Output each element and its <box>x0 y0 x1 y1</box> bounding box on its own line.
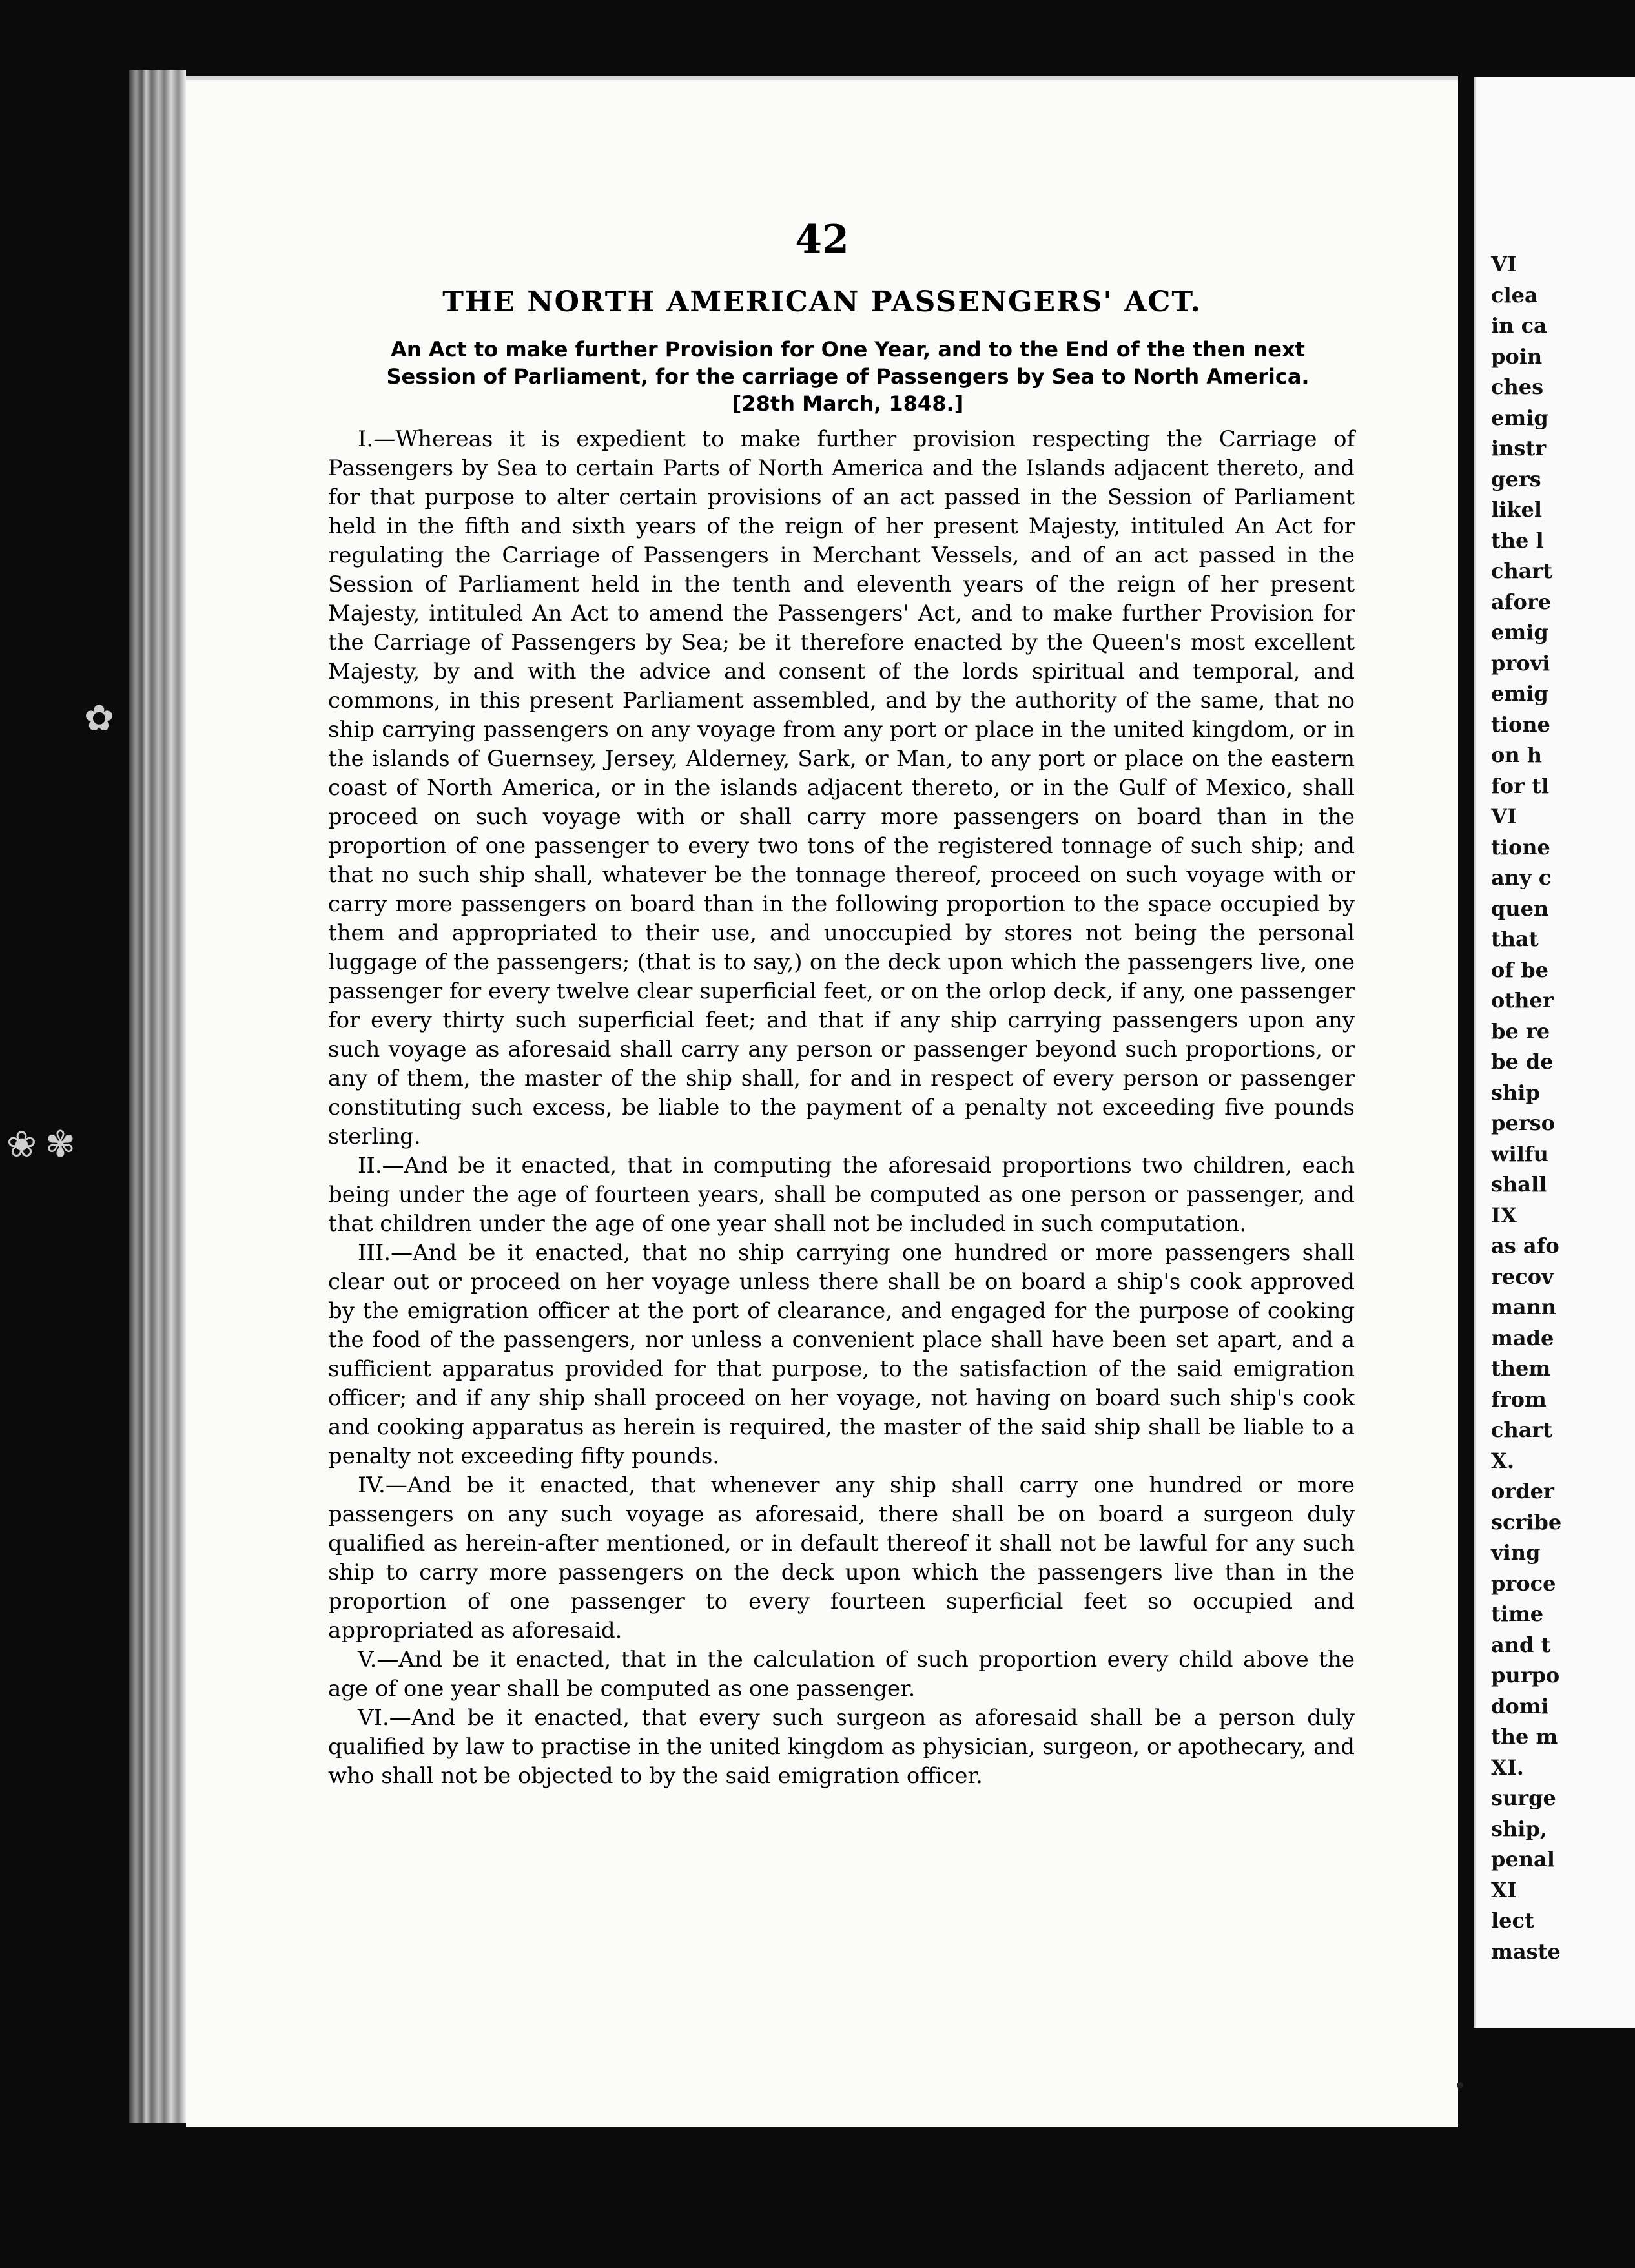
adjacent-page-text: X. <box>1491 1448 1514 1473</box>
page-number: 42 <box>795 217 849 262</box>
adjacent-page-fragment <box>1474 77 1635 2028</box>
adjacent-page-text: quen <box>1491 896 1549 921</box>
adjacent-page-text: chart <box>1491 559 1553 583</box>
adjacent-page-text: likel <box>1491 497 1542 522</box>
adjacent-page-text: them <box>1491 1356 1551 1381</box>
adjacent-page-text: clea <box>1491 282 1538 307</box>
adjacent-page-text: emig <box>1491 620 1548 644</box>
act-subtitle: An Act to make further Provision for One Year, and to the End of the then next Session of Parliament, for the carriage of Passengers by Sea to North America. [28th March, 1848.] <box>386 337 1310 416</box>
adjacent-page-text: poin <box>1491 344 1543 369</box>
adjacent-page-text: any c <box>1491 865 1552 890</box>
section-4: IV.—And be it enacted, that whenever any ship shall carry one hundred or more passengers on any such voyage as aforesaid, there shall be on board a surgeon duly qualified as herein-after mentioned, or in default thereof it shall not be lawful for any such ship to carry more passengers on the deck upon which the passengers live than in the proportion of one passenger to every fourteen superficial feet so occupied and appropriated as aforesaid. <box>328 1472 1355 1644</box>
adjacent-page-text: recov <box>1491 1264 1554 1289</box>
adjacent-page-text: instr <box>1491 436 1547 460</box>
adjacent-page-text: perso <box>1491 1111 1555 1135</box>
adjacent-page-text: XI. <box>1491 1755 1524 1780</box>
section-6: VI.—And be it enacted, that every such surgeon as aforesaid shall be a person duly qualified by law to practise in the united kingdom as physician, surgeon, or apothecary, and who shall not be objected to by the said emigration officer. <box>328 1705 1355 1789</box>
adjacent-page-text: the m <box>1491 1724 1558 1749</box>
act-body <box>328 425 1355 1791</box>
adjacent-page-text: emig <box>1491 405 1548 430</box>
margin-blot-icon: ❀ <box>6 1124 37 1166</box>
adjacent-page-text: penal <box>1491 1847 1555 1871</box>
adjacent-page-text: chart <box>1491 1418 1553 1442</box>
adjacent-page-text: XI <box>1491 1877 1517 1902</box>
adjacent-page-text: IX <box>1491 1202 1517 1228</box>
act-title: THE NORTH AMERICAN PASSENGERS' ACT. <box>442 285 1202 318</box>
section-5: V.—And be it enacted, that in the calculation of such proportion every child above the age of one year shall be computed as one passenger. <box>328 1647 1355 1702</box>
margin-blot-icon: ✿ <box>84 697 114 739</box>
adjacent-page-text: purpo <box>1491 1663 1560 1687</box>
adjacent-page-text: ving <box>1491 1540 1541 1565</box>
adjacent-page-text: be de <box>1491 1049 1554 1074</box>
adjacent-page-text: surge <box>1491 1786 1556 1810</box>
adjacent-page-text: ship <box>1491 1080 1540 1105</box>
adjacent-page-text: VI <box>1491 252 1517 276</box>
adjacent-page-text: on h <box>1491 743 1543 767</box>
adjacent-page-text: domi <box>1491 1693 1549 1718</box>
book-spine-edge <box>129 70 186 2123</box>
adjacent-page-text: tione <box>1491 712 1550 737</box>
adjacent-page-text: the l <box>1491 528 1544 553</box>
adjacent-page-text: maste <box>1491 1939 1561 1964</box>
adjacent-page-text: in ca <box>1491 313 1547 338</box>
adjacent-page-text: as afo <box>1491 1233 1559 1258</box>
adjacent-page-text: that <box>1491 927 1539 951</box>
adjacent-page-text: tione <box>1491 834 1550 860</box>
adjacent-page-text: and t <box>1491 1632 1551 1657</box>
adjacent-page-text: wilfu <box>1491 1141 1548 1166</box>
adjacent-page-text: for tl <box>1491 773 1550 798</box>
ink-speck <box>1457 2082 1463 2088</box>
margin-blot-icon: ✾ <box>45 1124 76 1166</box>
adjacent-page-text: VI <box>1491 804 1517 829</box>
adjacent-page-text: lect <box>1491 1908 1534 1933</box>
section-1: I.—Whereas it is expedient to make further provision respecting the Carriage of Passengers by Sea to certain Parts of North America and the Islands adjacent thereto, and for that purpose to alter certain provisions of an act passed in the Session of Parliament held in the fifth and sixth years of the reign of her present Majesty, intituled An Act for regulating the Carriage of Passengers in Merchant Vessels, and of an act passed in the Session of Parliament held in the tenth and eleventh years of the reign of her present Majesty, intituled An Act to amend the Passengers' Act, and to make further Provision for the Carriage of Passengers by Sea; be it therefore enacted by the Queen's most excellent Majesty, by and with the advice and consent of the lords spiritual and temporal, and commons, in this present Parliament assembled, and by the authority of the same, that no ship carrying passengers on any voyage from any port or place in the united kingdom, or in the islands of Guernsey, Jersey, Alderney, Sark, or Man, to any port or place on the eastern coast of North America, or in the islands adjacent thereto, or in the Gulf of Mexico, shall proceed on such voyage with or shall carry more passengers on board than in the proportion of one passenger to every two tons of the registered tonnage of such ship; and that no such ship shall, whatever be the tonnage thereof, proceed on such voyage with or carry more passengers on board than in the following proportion to the space occupied by them and appropriated to their use, and unoccupied by stores not being the personal luggage of the passengers; (that is to say,) on the deck upon which the passengers live, one passenger for every twelve clear superficial feet, or on the orlop deck, if any, one passenger for every thirty such superficial feet; and that if any ship carrying passengers upon any such voyage as aforesaid shall carry any person or passenger beyond such proportions, or any of them, the master of the ship shall, for and in respect of every person or passenger constituting such excess, be liable to the payment of a penalty not exceeding five pounds sterling. <box>328 426 1355 1149</box>
adjacent-page-text: made <box>1491 1325 1554 1350</box>
section-2: II.—And be it enacted, that in computing the aforesaid proportions two children, each being under the age of fourteen years, shall be computed as one person or passenger, and that children under the age of one year shall not be included in such computation. <box>328 1153 1355 1237</box>
adjacent-page-text: other <box>1491 988 1554 1013</box>
adjacent-page-text: order <box>1491 1479 1554 1503</box>
adjacent-page-text: time <box>1491 1602 1544 1626</box>
adjacent-page-text: shall <box>1491 1172 1547 1197</box>
adjacent-page-text: proce <box>1491 1571 1556 1596</box>
document-page <box>186 76 1458 2127</box>
adjacent-page-text: scribe <box>1491 1509 1562 1534</box>
adjacent-page-text: provi <box>1491 650 1550 675</box>
adjacent-page-text: from <box>1491 1387 1547 1412</box>
adjacent-page-text: afore <box>1491 589 1552 614</box>
adjacent-page-text: be re <box>1491 1018 1550 1044</box>
adjacent-page-text: ship, <box>1491 1816 1547 1841</box>
adjacent-page-text: of be <box>1491 957 1548 982</box>
adjacent-page-text: emig <box>1491 681 1548 706</box>
section-3: III.—And be it enacted, that no ship carrying one hundred or more passengers shall clear out or proceed on her voyage unless there shall be on board a ship's cook approved by the emigration officer at the port of clearance, and engaged for the purpose of cooking the food of the passengers, nor unless a convenient place shall have been set apart, and a sufficient apparatus provided for that purpose, to the satisfaction of the said emigration officer; and if any ship shall proceed on her voyage, not having on board such ship's cook and cooking apparatus as herein is required, the master of the said ship shall be liable to a penalty not exceeding fifty pounds. <box>328 1240 1355 1469</box>
adjacent-page-text: ches <box>1491 375 1544 399</box>
adjacent-page-text: gers <box>1491 466 1541 491</box>
adjacent-page-text: mann <box>1491 1295 1557 1319</box>
